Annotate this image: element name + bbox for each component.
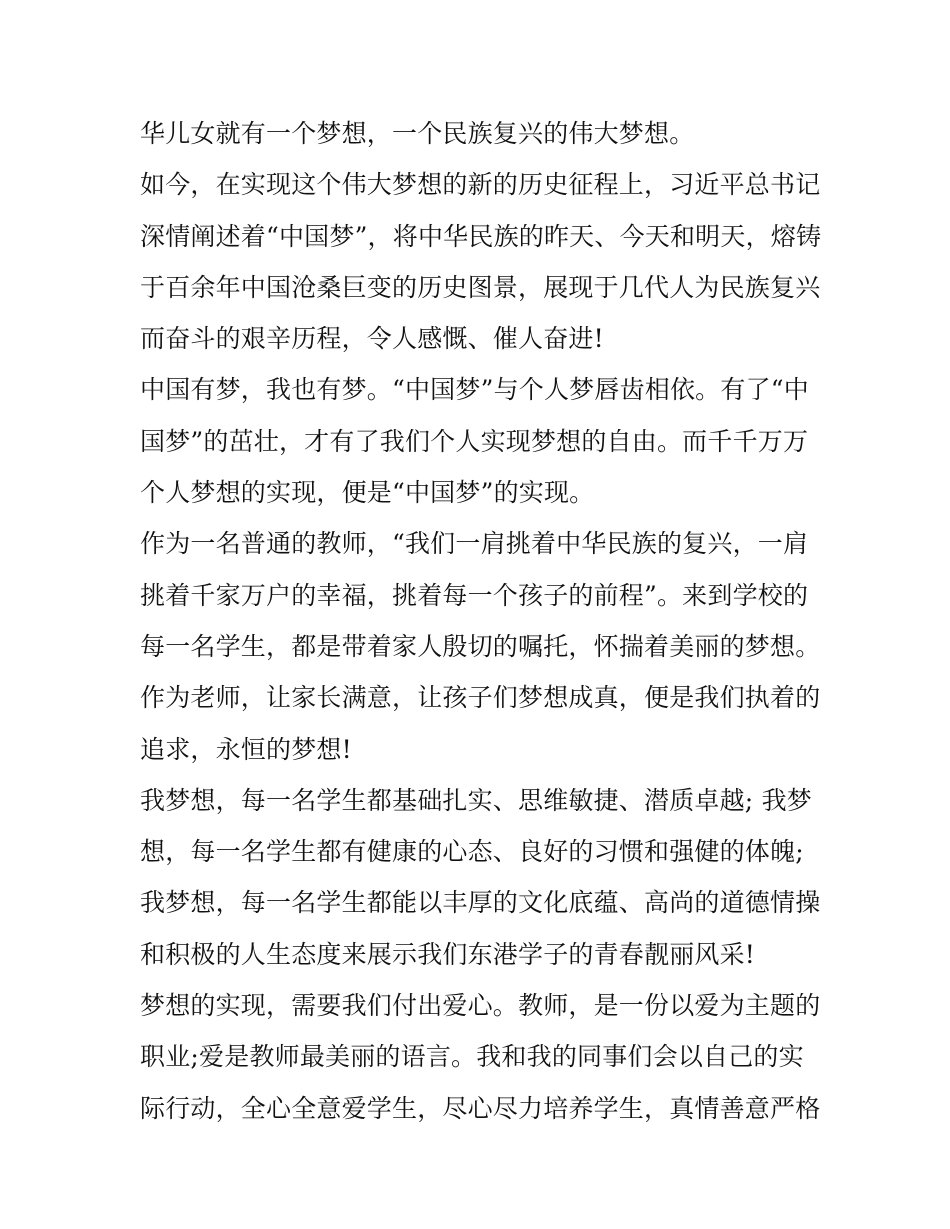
text-line: 作为一名普通的教师，“我们一肩挑着中华民族的复兴，一肩 — [140, 529, 809, 559]
text-line: 我梦想，每一名学生都基础扎实、思维敏捷、潜质卓越; 我梦 — [140, 785, 812, 815]
text-line: 国梦”的茁壮，才有了我们个人实现梦想的自由。而千千万万 — [140, 426, 809, 456]
text-line: 作为老师，让家长满意，让孩子们梦想成真，便是我们执着的 — [140, 683, 821, 713]
text-line: 职业;爱是教师最美丽的语言。我和我的同事们会以自己的实 — [140, 1042, 804, 1072]
text-line: 我梦想，每一名学生都能以丰厚的文化底蕴、高尚的道德情操 — [140, 888, 821, 918]
text-line: 个人梦想的实现，便是“中国梦”的实现。 — [140, 478, 595, 508]
text-line: 和积极的人生态度来展示我们东港学子的青春靓丽风采! — [140, 939, 756, 969]
text-line: 中国有梦，我也有梦。“中国梦”与个人梦唇齿相依。有了“中 — [140, 375, 809, 405]
text-line: 深情阐述着“中国梦”，将中华民族的昨天、今天和明天，熔铸 — [140, 221, 822, 251]
text-line: 追求，永恒的梦想! — [140, 734, 352, 764]
text-line: 挑着千家万户的幸福，挑着每一个孩子的前程”。来到学校的 — [140, 580, 809, 610]
text-line: 而奋斗的艰辛历程，令人感慨、催人奋进! — [140, 324, 604, 354]
text-line: 于百余年中国沧桑巨变的历史图景，展现于几代人为民族复兴 — [140, 272, 821, 302]
document-body — [140, 108, 822, 1134]
text-line: 如今，在实现这个伟大梦想的新的历史征程上，习近平总书记 — [140, 170, 821, 200]
text-line: 每一名学生，都是带着家人殷切的嘱托，怀揣着美丽的梦想。 — [140, 631, 821, 661]
text-line: 际行动，全心全意爱学生，尽心尽力培养学生，真情善意严格 — [140, 1093, 821, 1123]
text-line: 梦想的实现，需要我们付出爱心。教师，是一份以爱为主题的 — [140, 991, 821, 1021]
text-line: 想，每一名学生都有健康的心态、良好的习惯和强健的体魄; — [140, 837, 804, 867]
text-line: 华儿女就有一个梦想，一个民族复兴的伟大梦想。 — [140, 119, 695, 148]
